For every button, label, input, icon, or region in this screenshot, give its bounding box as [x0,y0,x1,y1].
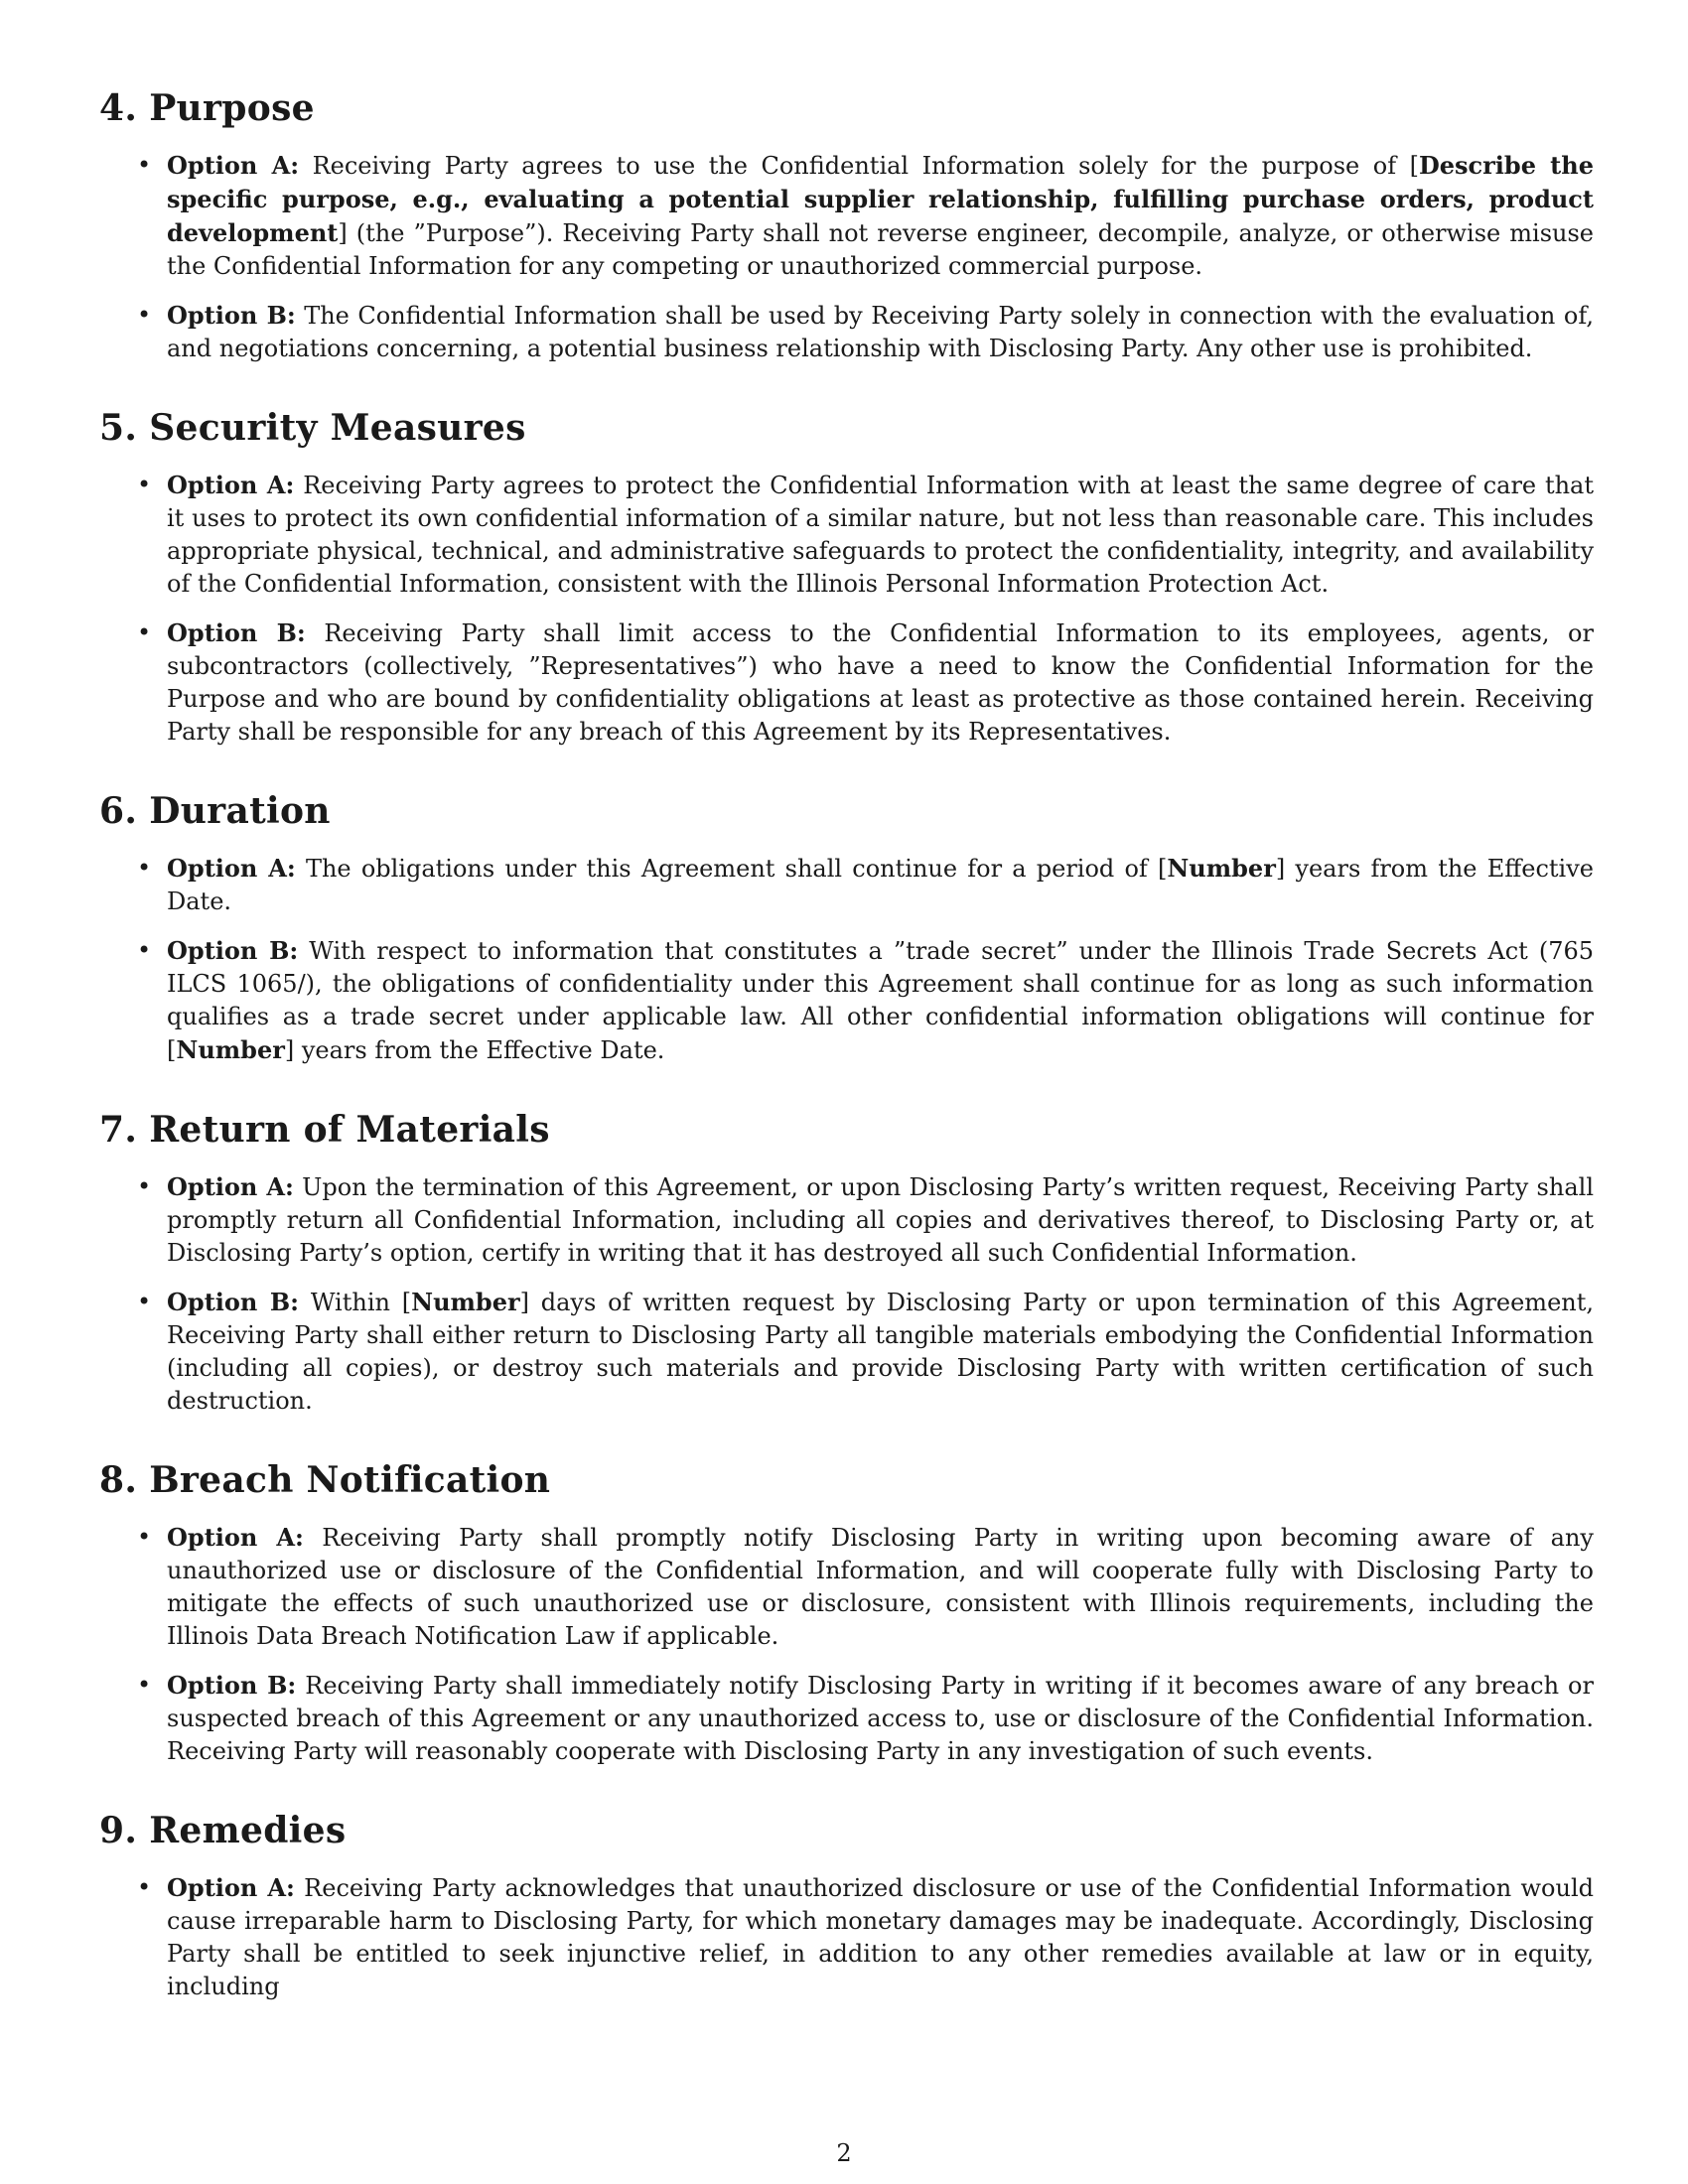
option-label: Option A: [167,151,300,180]
bullet-icon: • [137,1671,152,1699]
option-label: Option B: [167,1288,300,1316]
placeholder-text: Number [1167,854,1276,883]
clause-text: With respect to information that constitutes a ”trade secret” under the Illinois Trade Secrets Act (765 ILCS 1065/), the obligations of confidentiality under this Agreement shall continue for as long as such information qualifies as a trade secret under applicable law. All other confidential information obligations will continue for [ [167,937,1595,1064]
clause-text: Receiving Party shall limit access to the Confidential Information to its employees, agents, or subcontractors (collectively, ”Representatives”) who have a need to know the Confidential Information for the Purpose and who are bound by confidentiality obligations at least as protective as those contained herein. Receiving Party shall be responsible for any breach of this Agreement by its Representatives. [167,619,1594,746]
clause-text: Receiving Party shall promptly notify Disclosing Party in writing upon becoming aware of any unauthorized use or disclosure of the Confidential Information, and will cooperate fully with Disclosing Party to mitigate the effects of such unauthorized use or disclosure, consistent with Illinois requirements, including the Illinois Data Breach Notification Law if applicable. [167,1524,1594,1650]
section-remedies [99,1810,1594,2003]
option-list [99,852,1594,1067]
section-number: 7. [99,1109,138,1151]
section-breach-notification [99,1459,1594,1768]
option-label: Option A: [167,854,296,883]
option-label: Option B: [167,618,306,647]
clause-text: ] days of written request by Disclosing Party or upon termination of this Agreement, Receiving Party shall either return to Disclosing Party all tangible materials embodying the Confidential Information (including all copies), or destroy such materials and provide Disclosing Party with written certification of such destruction. [167,1289,1594,1415]
option-label: Option B: [167,936,299,965]
section-heading [99,1459,1594,1501]
section-heading [99,790,1594,832]
section-heading [99,1810,1594,1851]
section-title: Security Measures [149,407,526,449]
section-title: Breach Notification [149,1459,551,1501]
option-list [99,1521,1594,1768]
clause-text: Upon the termination of this Agreement, or upon Disclosing Party’s written request, Receiving Party shall promptly return all Confidential Information, including all copies and derivatives thereof, to Disclosing Party or, at Disclosing Party’s option, certify in writing that it has destroyed all such Confidential Information. [167,1173,1594,1267]
option-item [99,1669,1594,1768]
option-label: Option B: [167,1671,297,1700]
clause-text: The obligations under this Agreement shall continue for a period of [ [305,855,1168,883]
bullet-icon: • [137,618,152,646]
bullet-icon: • [137,1288,152,1315]
bullet-icon: • [137,1873,152,1901]
bullet-icon: • [137,301,152,329]
section-number: 4. [99,87,138,129]
clause-text: ] years from the Effective Date. [167,855,1594,915]
bullet-icon: • [137,1523,152,1551]
option-label: Option B: [167,301,296,330]
option-label: Option A: [167,1172,294,1201]
clause-text: Receiving Party acknowledges that unauthorized disclosure or use of the Confidential Information would cause irreparable harm to Disclosing Party, for which monetary damages may be inadequate. Accordingly, Disclosing Party shall be entitled to seek injunctive relief, in addition to any other remedies available at law or in equity, including [167,1874,1595,2000]
bullet-icon: • [137,471,152,498]
section-duration [99,790,1594,1067]
bullet-icon: • [137,1172,152,1200]
section-title: Purpose [149,87,315,129]
option-list [99,149,1594,365]
option-list [99,469,1594,749]
option-item [99,1521,1594,1653]
document-page [99,87,1594,2045]
section-return-of-materials [99,1109,1594,1418]
option-item [99,616,1594,749]
section-heading [99,1109,1594,1151]
bullet-icon: • [137,936,152,964]
option-list [99,1170,1594,1418]
option-item [99,469,1594,601]
option-item [99,934,1594,1067]
section-title: Remedies [149,1810,347,1851]
section-number: 9. [99,1810,138,1851]
clause-text: Within [ [310,1289,412,1316]
option-label: Option A: [167,1523,304,1552]
option-label: Option A: [167,471,295,499]
clause-text: Receiving Party shall immediately notify Disclosing Party in writing if it becomes aware of any breach or suspected breach of this Agreement or any unauthorized access to, use or disclosure of the Confidential Information. Receiving Party will reasonably cooperate with Disclosing Party in any investigation of such events. [167,1672,1594,1765]
clause-text: ] (the ”Purpose”). Receiving Party shall not reverse engineer, decompile, analyze, or otherwise misuse the Confidential Information for any competing or unauthorized commercial purpose. [167,219,1594,280]
option-item [99,1170,1594,1270]
section-heading [99,87,1594,129]
page-number: 2 [836,2139,852,2167]
placeholder-text: Describe the specific purpose, e.g., evaluating a potential supplier relationship, fulfilling purchase orders, product development [167,151,1594,247]
section-number: 5. [99,407,138,449]
clause-text: ] years from the Effective Date. [284,1036,665,1064]
option-item [99,1286,1594,1418]
option-label: Option A: [167,1873,295,1902]
clause-text: The Confidential Information shall be used by Receiving Party solely in connection with the evaluation of, and negotiations concerning, a potential business relationship with Disclosing Party. Any other use is prohibited. [167,302,1594,362]
option-item [99,299,1594,365]
bullet-icon: • [137,151,152,179]
placeholder-text: Number [411,1288,520,1316]
section-number: 8. [99,1459,138,1501]
bullet-icon: • [137,854,152,882]
section-title: Duration [149,790,331,832]
option-item [99,852,1594,918]
option-item [99,1871,1594,2003]
placeholder-text: Number [176,1035,285,1064]
section-security-measures [99,407,1594,749]
section-heading [99,407,1594,449]
option-item [99,149,1594,283]
sections-container [99,87,1594,2003]
section-title: Return of Materials [149,1109,550,1151]
clause-text: Receiving Party agrees to use the Confidential Information solely for the purpose of [ [312,152,1419,180]
section-purpose [99,87,1594,365]
section-number: 6. [99,790,138,832]
clause-text: Receiving Party agrees to protect the Confidential Information with at least the same degree of care that it uses to protect its own confidential information of a similar nature, but not less than reasonable care. This includes appropriate physical, technical, and administrative safeguards to protect the confidentiality, integrity, and availability of the Confidential Information, consistent with the Illinois Personal Information Protection Act. [167,472,1594,598]
option-list [99,1871,1594,2003]
